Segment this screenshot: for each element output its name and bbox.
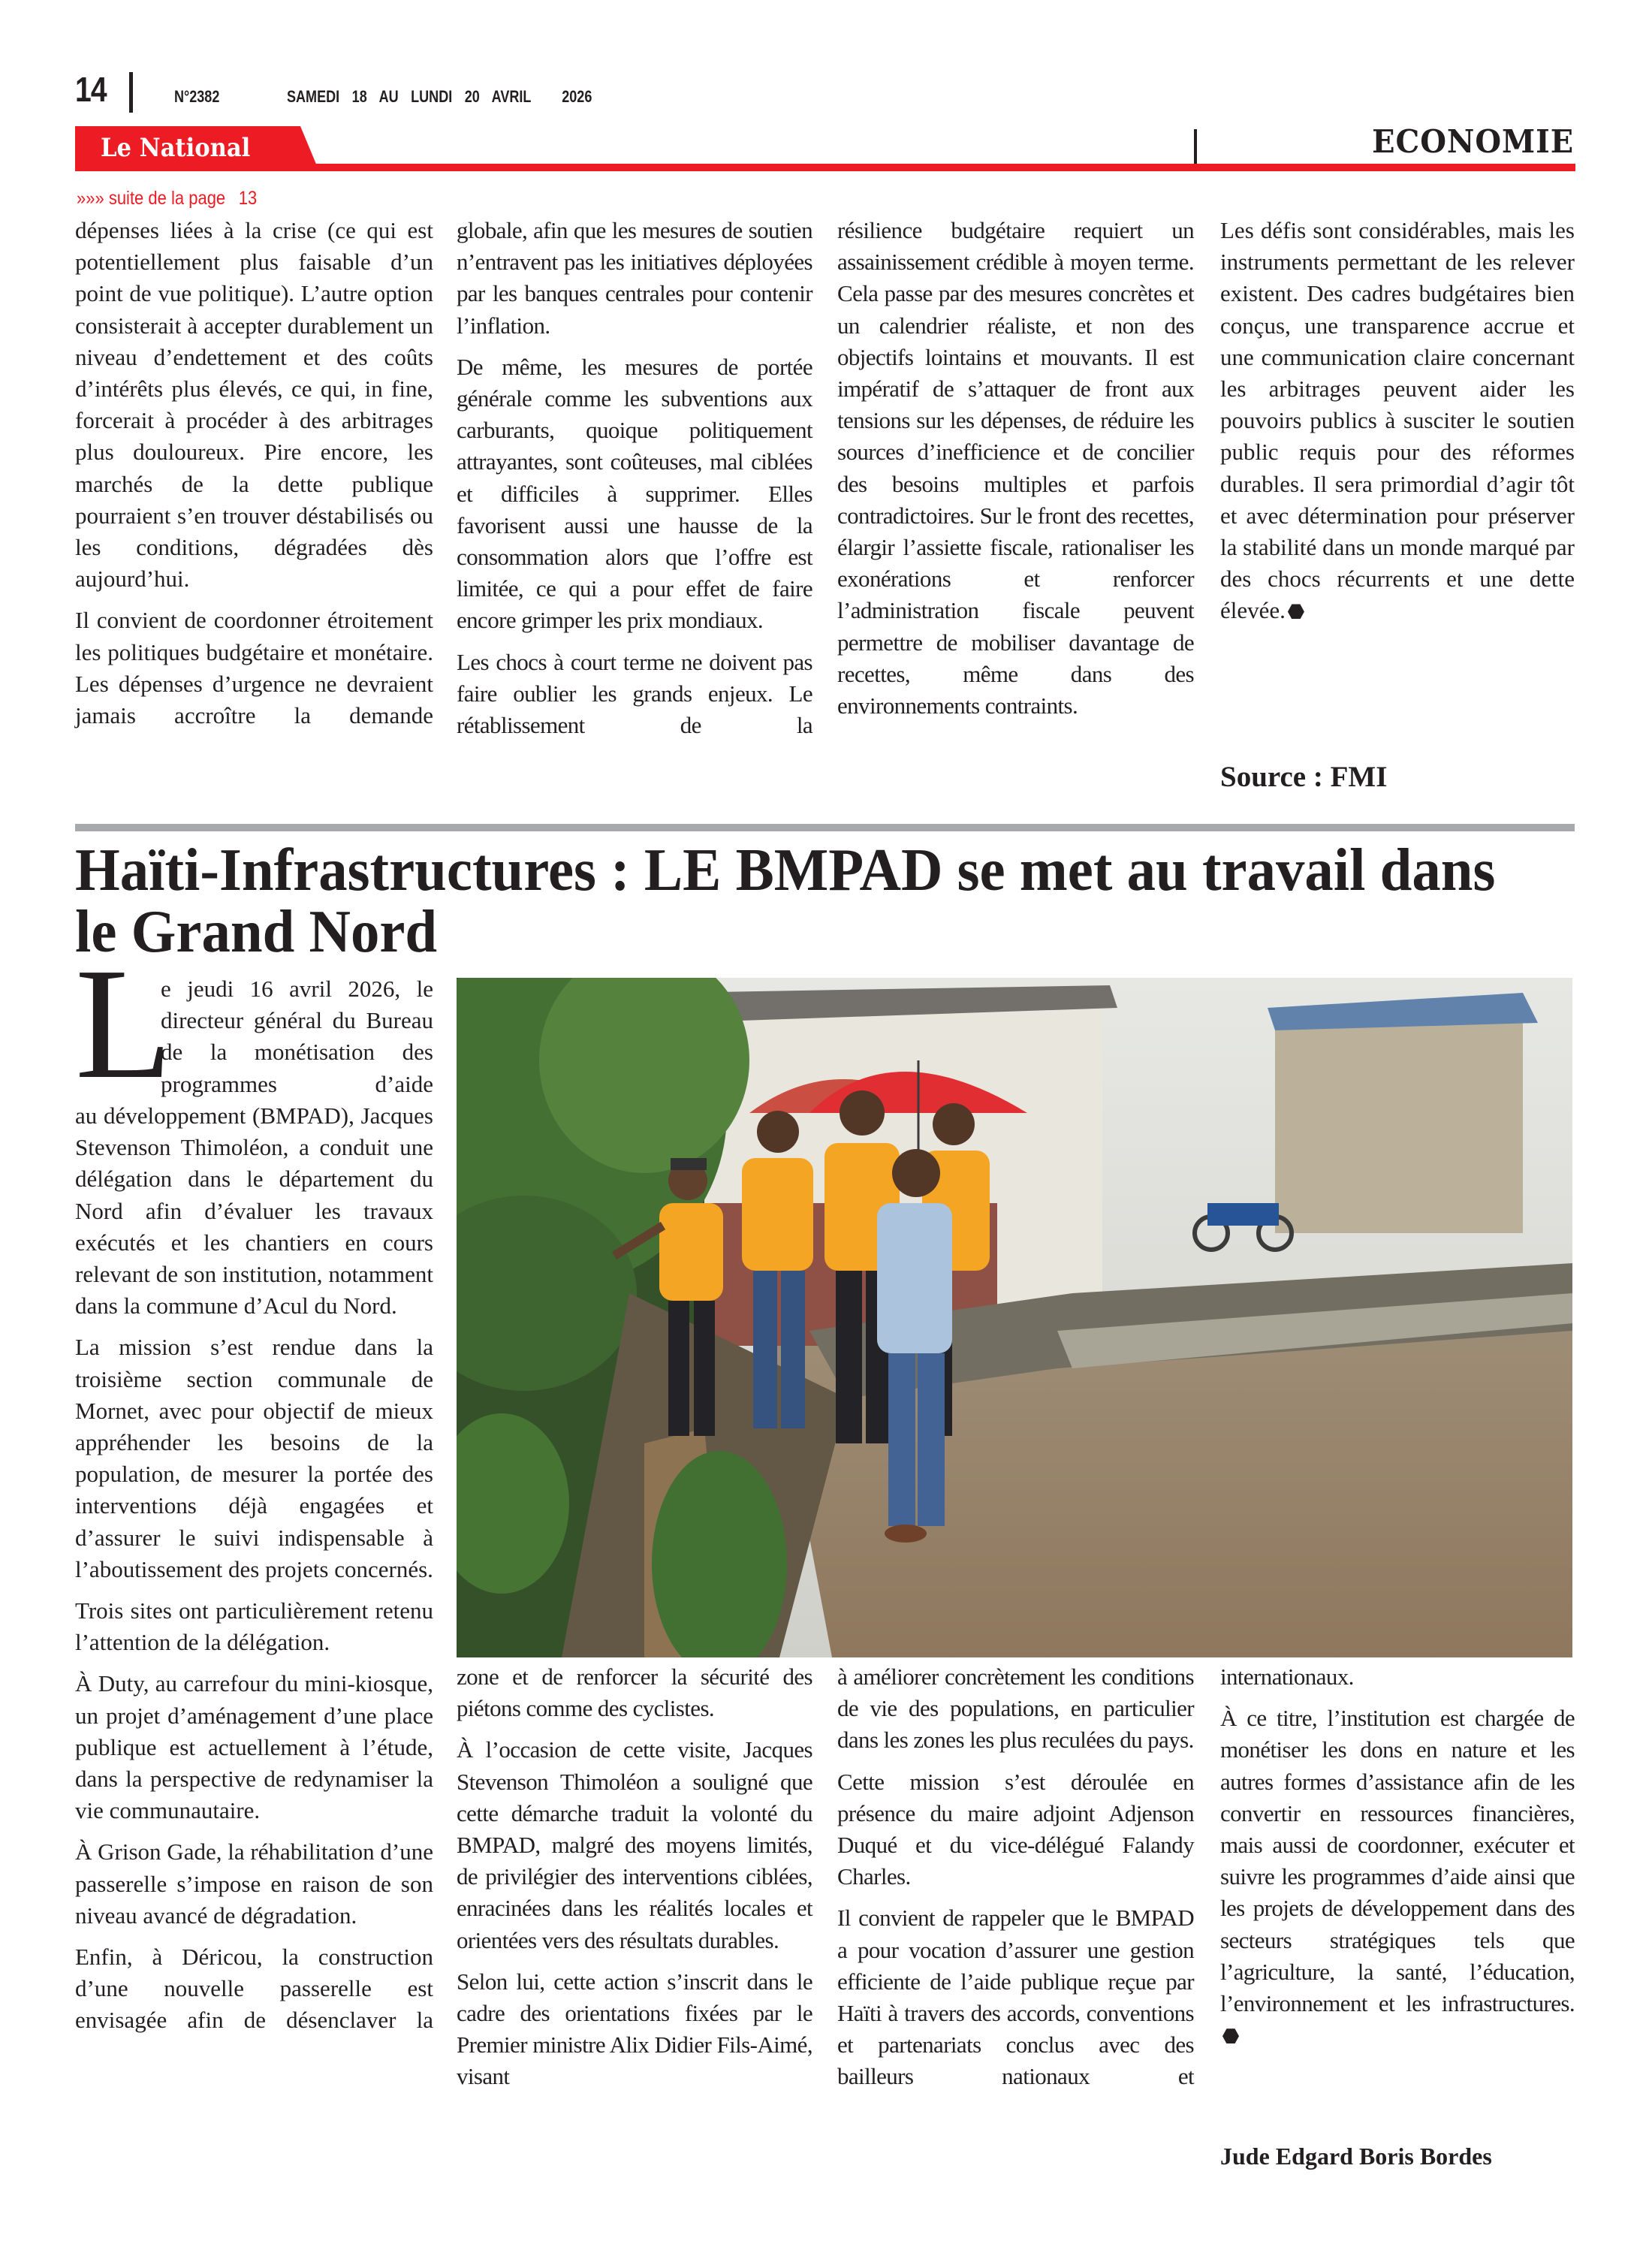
paragraph — [1220, 1703, 1575, 2051]
paragraph: La mission s’est rendue dans la troisième section communale de Mornet, avec pour objectif de mieux appréhender les besoins de la population, de mesurer la portée des interventions déjà engagées et d’assurer le suivi indispensable à l’aboutissement des projets concernés. — [75, 1334, 433, 1582]
lead-paragraph-continued: au développement (BMPAD), Jacques Stevenson Thimoléon, a conduit une délégation dans le département du Nord afin d’évaluer les travaux exécutés et les chantiers en cours relevant de son institution, notamment dans la commune d’Acul du Nord. — [75, 1102, 433, 1320]
article-byline: Jude Edgard Boris Bordes — [1220, 2143, 1492, 2170]
paragraph: À l’occasion de cette visite, Jacques Stevenson Thimoléon a souligné que cette démarche traduit la volonté du BMPAD, malgré des moyens limités, de privilégier des interventions ciblées, enracinées dans les réalités locales et orientées vers des résultats durables. — [457, 1736, 812, 1953]
paragraph: Cette mission s’est déroulée en présence du maire adjoint Adjenson Duqué et du vice-délégué Falandy Charles. — [837, 1768, 1194, 1890]
date-start: 18 — [351, 87, 367, 106]
main-article-column-4 — [1220, 1661, 1575, 2061]
paragraph: Enfin, à Déricou, la construction d’une nouvelle passerelle est envisagée afin de désenclaver la — [75, 1944, 433, 2034]
section-divider — [1194, 129, 1197, 164]
paragraph: À Duty, au carrefour du mini-kiosque, un projet d’aménagement d’une place publique est actuellement à l’étude, dans la perspective de redynamiser la vie communautaire. — [75, 1670, 433, 1824]
paragraph: Trois sites ont particulièrement retenu l’attention de la délégation. — [75, 1597, 433, 1656]
article-photo — [457, 978, 1572, 1657]
paragraph: De même, les mesures de portée générale comme les subventions aux carburants, quoique politiquement attrayantes, sont coûteuses, mal ciblées et difficiles à supprimer. Elles favorisent aussi une hausse de la consommation alors que l’offre est limitée, ce qui a pour effet de faire encore grimper les prix mondiaux. — [457, 353, 812, 634]
top-article-column-4 — [1220, 215, 1575, 637]
paragraph: dépenses liées à la crise (ce qui est potentiellement plus faisable d’un point de vue politique). L’autre option consisterait à accepter durablement un niveau d’endettement et des coûts d’intérêts plus élevés, ce qui, in fine, forcerait à procéder à des arbitrages plus douloureux. Pire encore, les marchés de la dette publique pourraient s’en trouver déstabilisés ou les conditions, dégradées dès aujourd’hui. — [75, 217, 433, 593]
article-divider — [75, 824, 1575, 831]
page-number: 14 — [75, 70, 107, 109]
section-title: ECONOMIE — [1372, 123, 1574, 160]
top-article-column-1 — [75, 215, 433, 741]
paragraph-text: À ce titre, l’institution est chargée de monétiser les dons en nature et les autres formes d’assistance afin de les convertir en ressources financières, mais aussi de coordonner, exécuter et suivre les programmes d’aide ainsi que les projets de développement dans des secteurs stratégiques tels que l’agriculture, la santé, l’éducation, l’environnement et les infrastructures. — [1220, 1705, 1575, 2017]
paragraph: globale, afin que les mesures de soutien n’entravent pas les initiatives déployées par les banques centrales pour contenir l’inflation. — [457, 217, 812, 339]
end-of-article-icon — [1222, 2028, 1239, 2043]
top-article-column-3 — [837, 215, 1194, 731]
paragraph: internationaux. — [1220, 1663, 1354, 1690]
drop-cap: L — [75, 935, 173, 1111]
date-month: AVRIL — [491, 87, 532, 106]
main-article-column-3 — [837, 1661, 1194, 2103]
end-of-article-icon — [1288, 604, 1304, 619]
paragraph — [1220, 215, 1575, 627]
lead-paragraph-indented — [161, 973, 433, 1110]
paragraph: résilience budgétaire requiert un assainissement crédible à moyen terme. Cela passe par des mesures concrètes et un calendrier réaliste, et non des objectifs lointains et mouvants. Il est impératif de s’attaquer de front aux tensions sur les dépenses, de réduire les sources d’inefficience et de concilier des besoins multiples et parfois contradictoires. Sur le front des recettes, élargir l’assiette fiscale, rationaliser les exonérations et renforcer l’administration fiscale peuvent permettre de mobiliser davantage de recettes, même dans des environnements contraints. — [837, 217, 1194, 719]
date-year: 2026 — [562, 87, 592, 106]
issue-date — [287, 87, 592, 107]
paragraph: zone et de renforcer la sécurité des piétons comme des cyclistes. — [457, 1663, 812, 1722]
article-headline: Haïti-Infrastructures : LE BMPAD se met au travail dans le Grand Nord — [75, 837, 1496, 965]
continuation-note — [77, 188, 257, 210]
article-source: Source : FMI — [1220, 761, 1388, 793]
lead-paragraph-start: e jeudi 16 avril 2026, le directeur général du Bureau de la monétisation des programmes d’aide — [161, 976, 433, 1097]
date-day: SAMEDI — [287, 87, 340, 106]
paragraph: À Grison Gade, la réhabilitation d’une passerelle s’impose en raison de son niveau avancé de dégradation. — [75, 1838, 433, 1929]
main-article-column-2 — [457, 1661, 812, 2103]
issue-number: N°2382 — [174, 87, 220, 106]
date-end: 20 — [464, 87, 480, 106]
date-day-end: LUNDI — [411, 87, 453, 106]
brand-logo: Le National — [101, 133, 251, 163]
paragraph: à améliorer concrètement les conditions de vie des populations, en particulier dans les zones les plus reculées du pays. — [837, 1663, 1194, 1754]
continuation-page: 13 — [238, 188, 258, 209]
paragraph: Les chocs à court terme ne doivent pas faire oublier les grands enjeux. Le rétablissement de la — [457, 648, 812, 739]
photo-delegation-site-visit — [457, 978, 1572, 1657]
paragraph: Il convient de coordonner étroitement les politiques budgétaire et monétaire. Les dépenses d’urgence ne devraient jamais accroître la demande — [75, 607, 433, 729]
main-article-column-1 — [75, 1100, 433, 2046]
paragraph: Selon lui, cette action s’inscrit dans le cadre des orientations fixées par le Premier ministre Alix Didier Fils-Aimé, visant — [457, 1968, 812, 2090]
paragraph: Il convient de rappeler que le BMPAD a pour vocation d’assurer une gestion efficiente de l’aide publique reçue par Haïti à travers des accords, conventions et partenariats conclus avec des bailleurs nationaux et — [837, 1905, 1194, 2090]
paragraph-text: Les défis sont considérables, mais les instruments permettant de les relever existent. Des cadres budgétaires bien conçus, une transparence accrue et une communication claire concernant les arbitrages peuvent aider les pouvoirs publics à susciter le soutien public requis pour des réformes durables. Il sera primordial d’agir tôt et avec détermination pour préserver la stabilité dans un monde marqué par des chocs récurrents et une dette élevée. — [1220, 217, 1575, 624]
continuation-prefix: »»» suite de la page — [77, 188, 226, 209]
top-article-column-2 — [457, 215, 812, 751]
page-number-divider — [129, 72, 133, 113]
date-connector: AU — [378, 87, 399, 106]
